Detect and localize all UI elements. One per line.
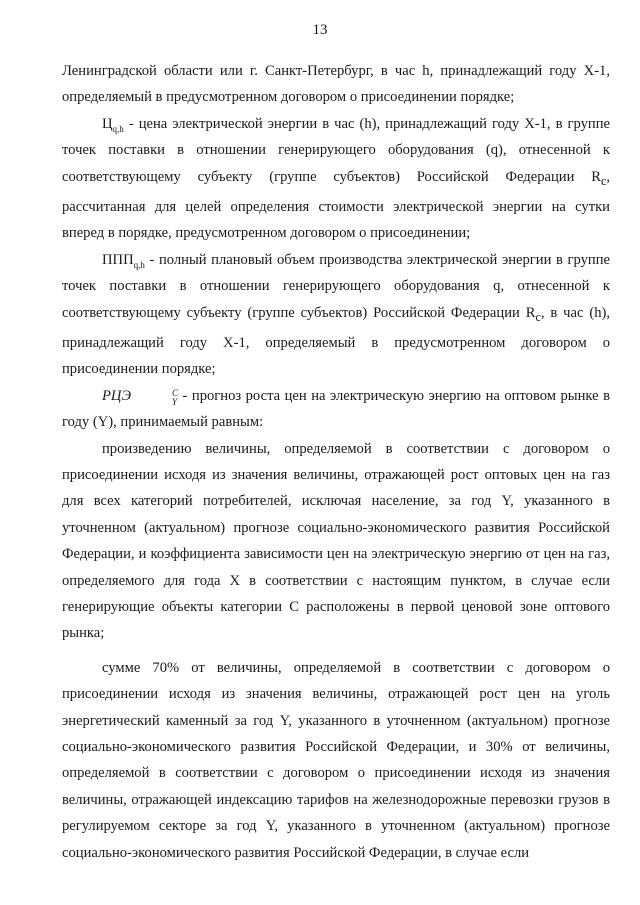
document-body (62, 58, 610, 866)
paragraph-coal-case: сумме 70% от величины, определяемой в соответствии с договором о присоединении исходя из значения величины, отражающей рост цен на уголь энергетический каменный за год Y, указанного в уточненном (актуальном) прогнозе социально-экономического развития Российской Федерации, и 30% от величины, определяемой в соответствии с договором о присоединении исходя из значения величины, отражающей индексацию тарифов на железнодорожные перевозки грузов в регулируемом секторе за год Y, указанного в уточненном (актуальном) прогнозе социально-экономического развития Российской Федерации, в случае если (62, 659, 610, 861)
paragraph-gas-case: произведению величины, определяемой в соответствии с договором о присоединении исходя из значения величины, отражающей рост оптовых цен на газ для всех категорий потребителей, исключая население, за год Y, указанного в уточненном (актуальном) прогнозе социально-экономического развития Российской Федерации, и коэффициента зависимости цен на электрическую энергию от цен на газ, определяемого для года X в соответствии с настоящим пунктом, в случае если генерирующие объекты категории С расположены в первой ценовой зоне оптового рынка; (62, 440, 610, 642)
symbol-volume: $ППП_{q,h}$ (102, 251, 145, 270)
paragraph-price-definition: $Ц_{q,h}$ - цена электрической энергии в час (h), принадлежащий году X-1, в группе точек поставки в отношении генерирующего оборудования (q), отнесенной к соответствующему субъекту (группе субъектов) Российской Федерации $R_c$, рассчитанная для целей определения стоимости электрической энергии на сутки вперед в порядке, предусмотренном договором о присоединении; (62, 115, 610, 242)
page-number: 13 (312, 22, 328, 38)
symbol-price: $Ц_{q,h}$ (102, 115, 124, 134)
symbol-growth-forecast: РЦЭ C Y (102, 387, 179, 407)
paragraph-growth-forecast: РЦЭ C Y - прогноз роста цен на электрическую энергию на оптовом рынке в году (Y), принимаемый равным: (62, 387, 610, 431)
paragraph-volume-definition: $ППП_{q,h}$ - полный плановый объем производства электрической энергии в группе точек поставки в отношении генерирующего оборудования q, отнесенной к соответствующему субъекту (группе субъектов) Российской Федерации $R_c$, в час (h), принадлежащий году X-1, определяемый в предусмотренном договором о присоединении порядке; (62, 251, 610, 378)
paragraph-continuation: Ленинградской области или г. Санкт-Петербург, в час h, принадлежащий году X-1, определяемый в предусмотренном договором о присоединении порядке; (62, 63, 610, 106)
